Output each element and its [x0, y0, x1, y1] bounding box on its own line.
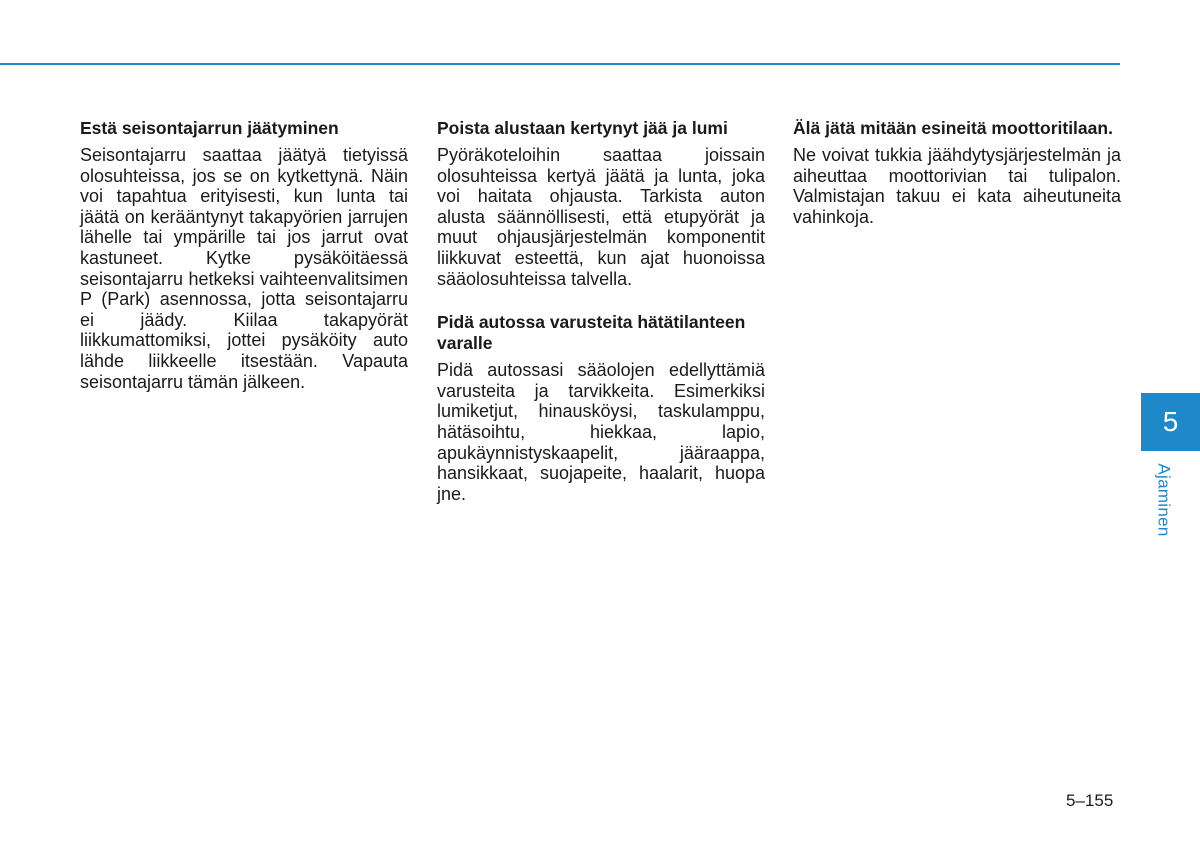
- section-heading: Älä jätä mitään esineitä moottoritilaan.: [793, 118, 1113, 138]
- chapter-name-text: Ajaminen: [1155, 463, 1174, 537]
- section-body: Pyöräkoteloihin saattaa joissain olosuhteissa kertyä jäätä ja lunta, joka voi haitata ohjausta. Tarkista auton alusta säännöllisesti, että etupyörät ja muut ohjausjärjestelmän komponentit liikkuvat esteettä, kun ajat huonoissa sääolosuhteissa talvella.: [437, 145, 765, 289]
- section-heading: Estä seisontajarrun jäätyminen: [80, 118, 339, 138]
- section-heading: Pidä autossa varusteita hätätilanteen varalle: [437, 312, 746, 354]
- header-rule: [0, 63, 1120, 65]
- chapter-number-tab: 5: [1141, 393, 1200, 451]
- section-remove-ice-snow: [437, 118, 765, 289]
- section-parking-brake-freeze: [80, 118, 408, 392]
- text-column-2: [437, 118, 765, 504]
- text-column-1: [80, 118, 408, 392]
- section-body: Seisontajarru saattaa jäätyä tietyissä olosuhteissa, jos se on kytkettynä. Näin voi tapahtua erityisesti, kun lunta tai jäätä on kerääntynyt takapyörien jarrujen lähelle tai ympärille tai jos jarrut ovat kastuneet. Kytke pysäköitäessä seisontajarru hetkeksi vaihteenvalitsimen P (Park) asennossa, jotta seisontajarru ei jäädy. Kiilaa takapyörät liikkumattomiksi, jottei pysäköity auto lähde liikkeelle itsestään. Vapauta seisontajarru tämän jälkeen.: [80, 145, 408, 392]
- text-column-3: [793, 118, 1121, 227]
- section-emergency-equipment: [437, 312, 765, 504]
- section-body: Pidä autossasi sääolojen edellyttämiä varusteita ja tarvikkeita. Esimerkiksi lumiketjut, hinausköysi, taskulamppu, hätäsoihtu, hiekkaa, lapio, apukäynnistyskaapelit, jääraappa, hansikkaat, suojapeite, haalarit, huopa jne.: [437, 360, 765, 504]
- page-number: 5–155: [1066, 791, 1114, 810]
- section-heading: Poista alustaan kertynyt jää ja lumi: [437, 118, 728, 138]
- section-engine-compartment: [793, 118, 1121, 227]
- chapter-name-label: [1151, 460, 1177, 540]
- section-body: Ne voivat tukkia jäähdytysjärjestelmän ja aiheuttaa moottorivian tai tulipalon. Valmistajan takuu ei kata aiheutuneita vahinkoja.: [793, 145, 1121, 227]
